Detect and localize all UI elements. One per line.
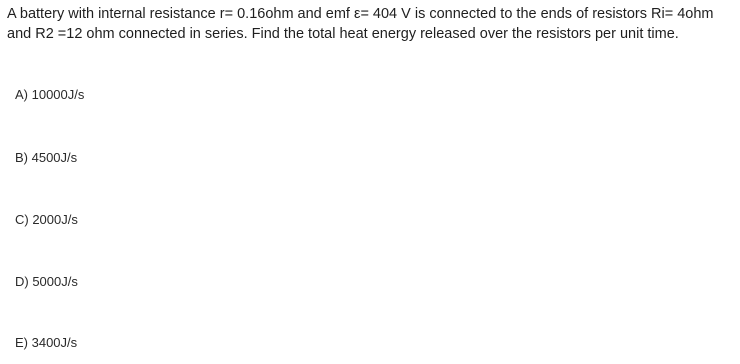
question-line-2: and R2 =12 ohm connected in series. Find the total heat energy released over the resistors per unit time. <box>7 26 679 42</box>
option-d[interactable]: D) 5000J/s <box>15 274 78 289</box>
option-b[interactable]: B) 4500J/s <box>15 150 78 165</box>
option-a[interactable]: A) 10000J/s <box>15 87 85 102</box>
option-c[interactable]: C) 2000J/s <box>15 212 78 227</box>
option-e[interactable]: E) 3400J/s <box>15 335 78 350</box>
answer-options <box>15 0 315 364</box>
question-line-1: A battery with internal resistance r= 0.16ohm and emf ε= 404 V is connected to the ends of resistors Ri= 4ohm <box>7 6 714 22</box>
